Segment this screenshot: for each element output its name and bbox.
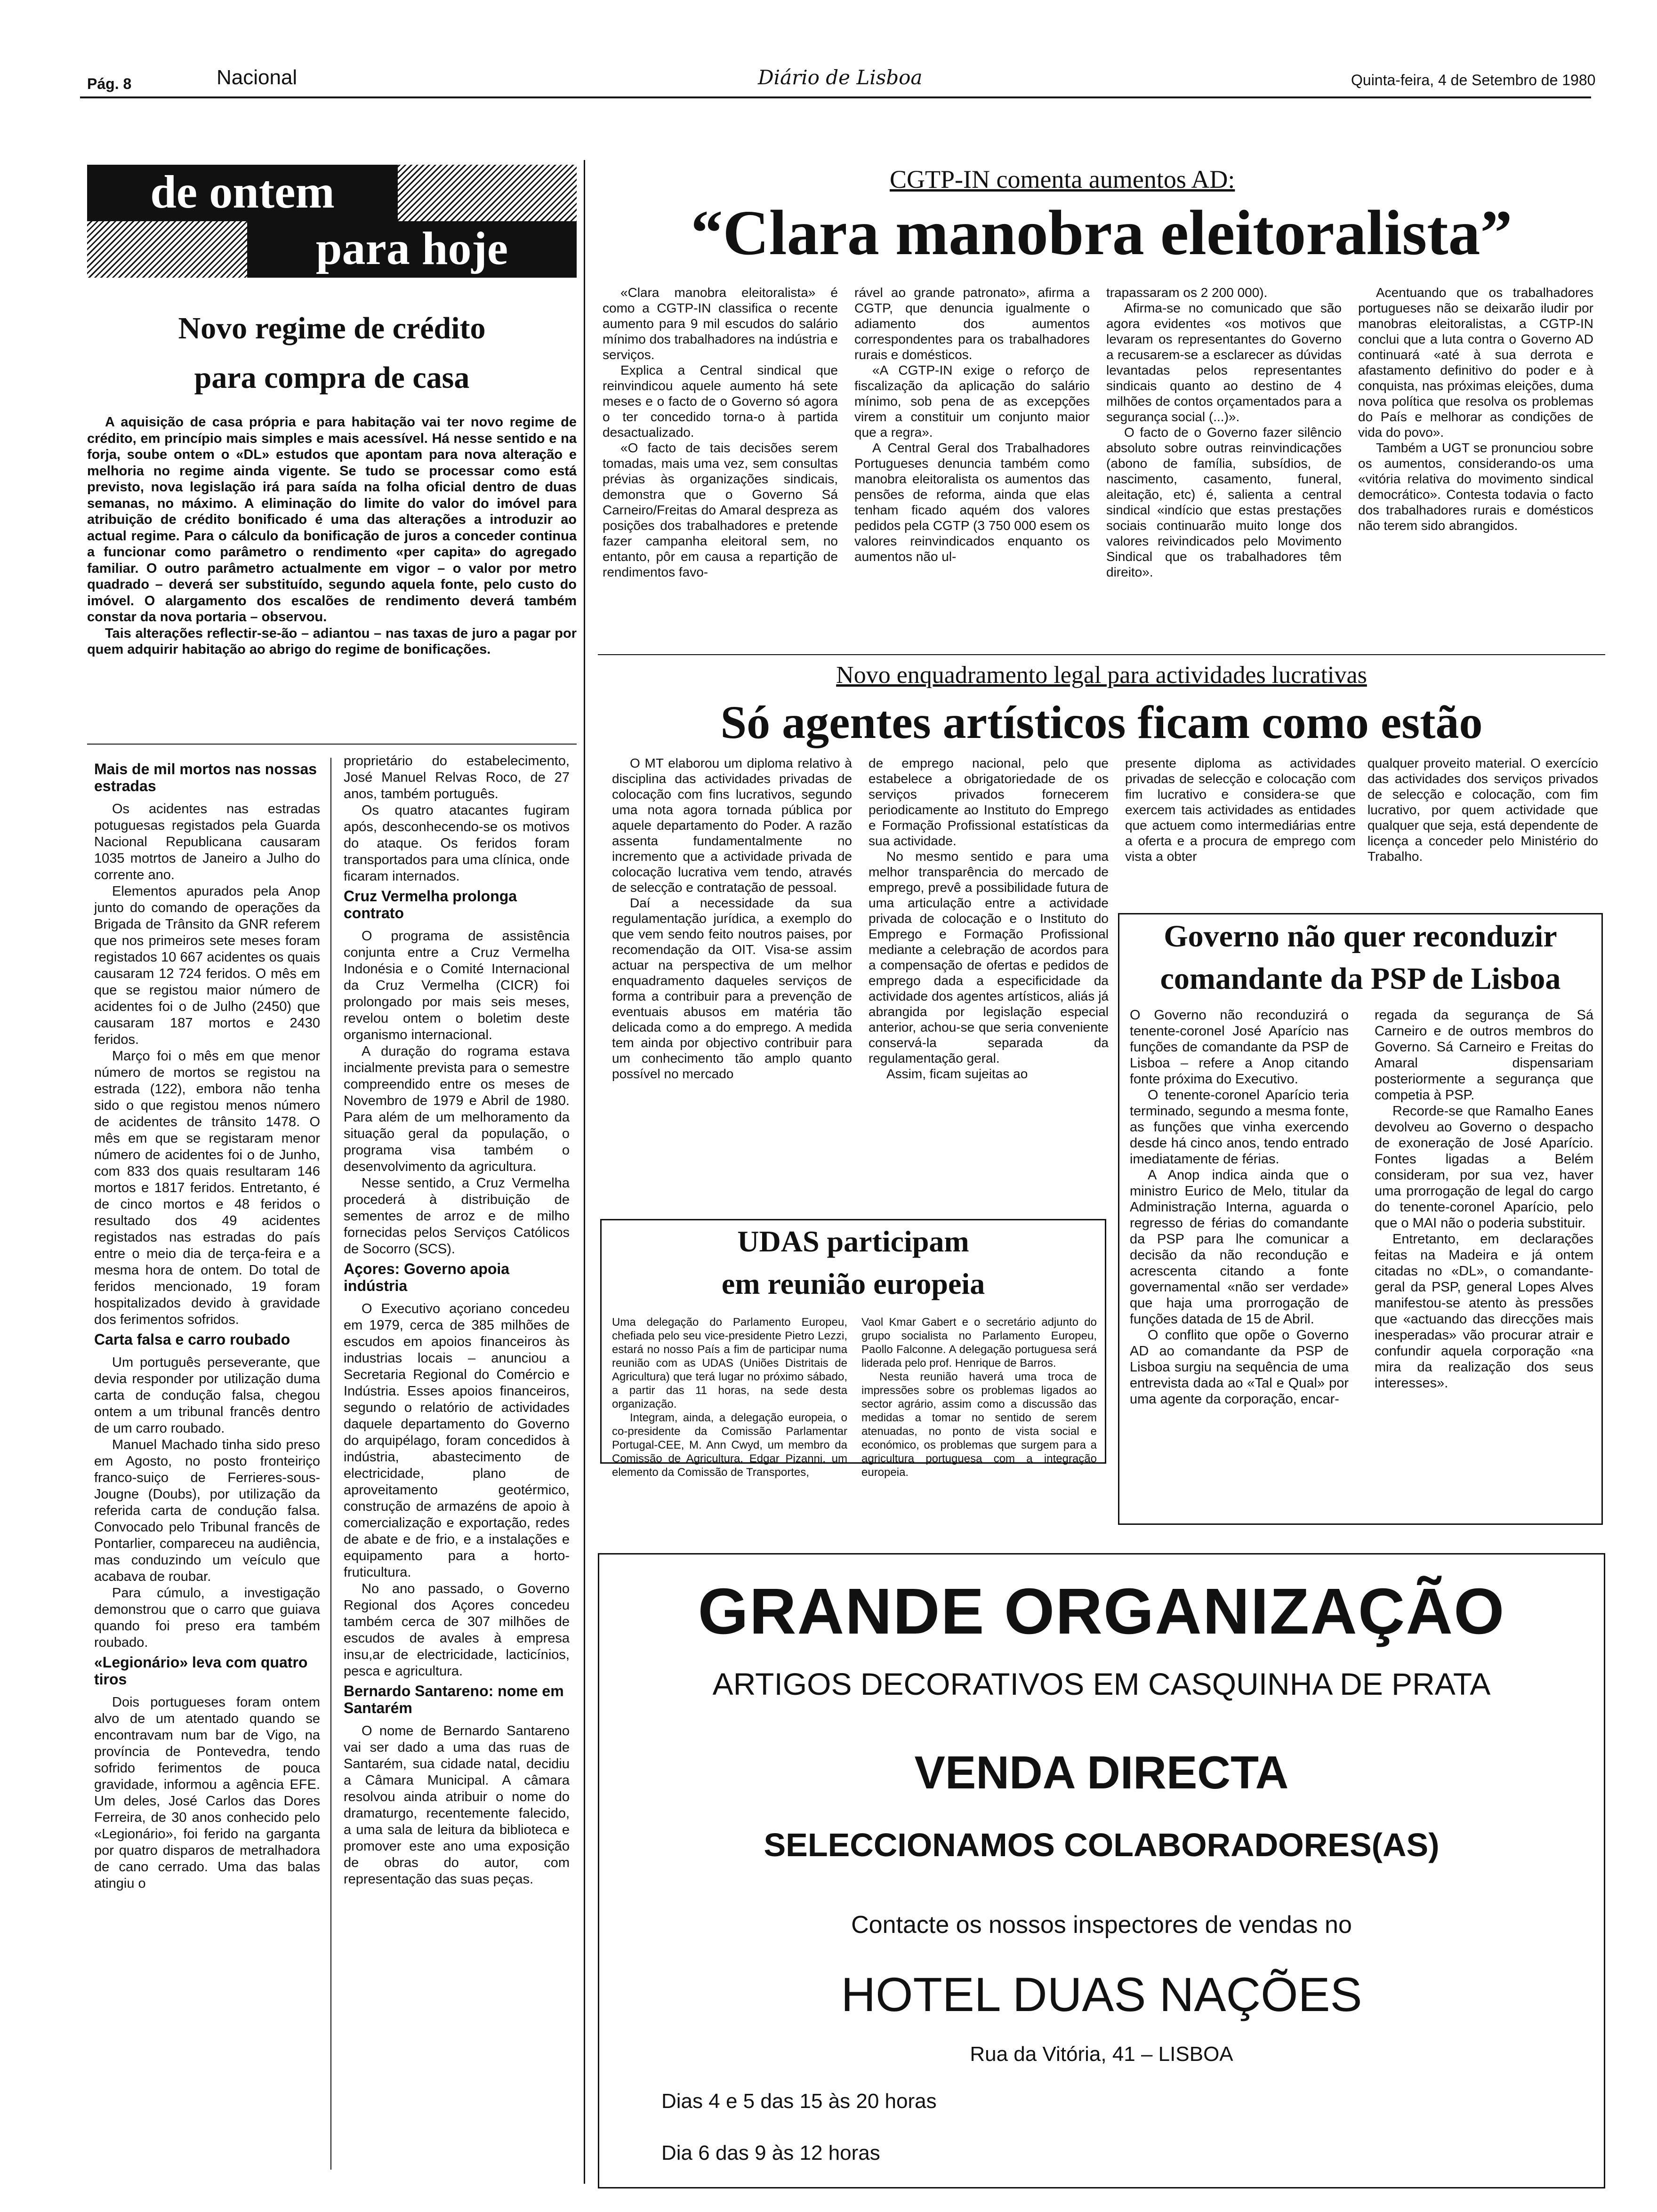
ad-schedule-2: Dia 6 das 9 às 12 horas xyxy=(661,2141,880,2164)
ad-headline: GRANDE ORGANIZAÇÃO xyxy=(698,1575,1505,1648)
brief-heading-red-cross: Cruz Vermelha prolonga contrato xyxy=(344,888,517,922)
brief-heading-fake-licence: Carta falsa e carro roubado xyxy=(94,1331,290,1348)
brief-paragraph: proprietário do estabelecimento, José Manuel Relvas Roco, de 27 anos, também português. xyxy=(344,753,570,801)
udas-title-2: em reunião europeia xyxy=(721,1267,985,1300)
article-paragraph: Daí a necessidade da sua regulamentação jurídica, a exemplo do que vem sendo feito noutros paises, por recomendação da OIT. Visa-se assim actuar na perspectiva de um melhor enquadramento daqueles serviços de forma a contribuir para a prevenção de eventuais abusos em matéria tão delicada como a do emprego. A medida tem ainda por objectivo contribuir para um conhecimento tão amplo quanto possível no mercado xyxy=(612,896,852,1081)
lead-article xyxy=(87,414,577,658)
article-paragraph: Afirma-se no comunicado que são agora evidentes «os motivos que levaram os representantes do Governo a recusarem-se a esclarecer as dúvidas levantadas pelos representantes sindicais quanto ao destino de 4 milhões de contos orçamentados para a segurança social (...)». xyxy=(1106,301,1342,424)
article-paragraph: No mesmo sentido e para uma melhor transparência do mercado de emprego, prevê a possibilidade futura de uma articulação entre a actividade privada de colocação e o Instituto do Emprego e Formação Profissional mediante a celebração de acordos para a compensação de ofertas e pedidos de emprego dada a especificidade da actividade dos agentes artísticos, aliás já abrangida por legislação especial anterior, achou-se que seria conveniente conservá-la separada da regulamentação geral. xyxy=(869,849,1109,1066)
artists-column-2 xyxy=(869,755,1109,1082)
brief-paragraph: Março foi o mês em que menor número de mortos se registou na estrada (122), embora não tenha sido o que registou menos número de acidentes de trânsito 1478. O mês em que se registaram menor número de acidentes foi o de Junho, com 833 dos quais resultaram 146 mortos e 1817 feridos. Entretanto, é de cinco mortos e 48 feridos o resultado dos 49 acidentes registados nas estradas do país entre o meio dia de terça-feira e a mesma hora de ontem. Do total de feridos mencionado, 19 foram hospitalizados devido à gravidade dos ferimentos sofridos. xyxy=(94,1049,320,1327)
article-paragraph: Explica a Central sindical que reinvindicou aquele aumento há sete meses e o facto de o Governo só agora o ter concedido torna-o à partida desactualizado. xyxy=(603,363,838,440)
article-paragraph: qualquer proveito material. O exercício das actividades dos serviços privados de selecção e colocação, com fim lucrativo, por quem actividade que qualquer que seja, está dependente de licença a conceder pelo Ministério do Trabalho. xyxy=(1367,756,1598,864)
artists-kicker: Novo enquadramento legal para actividades lucrativas xyxy=(836,662,1367,689)
psp-title-1: Governo não quer reconduzir xyxy=(1164,919,1557,954)
brief-paragraph: A duração do rograma estava incialmente prevista para o semestre compreendido entre os meses de Novembro de 1979 e Abril de 1980. Para além de um melhoramento da situação geral da população, o programa visa também o desenvolvimento da agricultura. xyxy=(344,1044,570,1174)
article-paragraph: O facto de o Governo fazer silêncio absoluto sobre outras reinvindicações (abono de família, subsídios, de nascimento, casamento, funeral, aleitação, etc) é, salienta a central sindical «indício que estas prestações sociais continuarão muito longe dos valores reivindicados pelo Movimento Sindical que os trabalhadores têm direito». xyxy=(1106,425,1342,579)
briefs-column-2 xyxy=(344,753,570,1888)
brief-paragraph: O programa de assistência conjunta entre a Cruz Vermelha Indonésia e o Comité Internacional da Cruz Vermelha (CICR) foi prolongado por mais seis meses, revelou ontem o boletim deste organismo internacional. xyxy=(344,929,570,1042)
udas-title-1: UDAS participam xyxy=(737,1225,969,1258)
cgtp-kicker: CGTP-IN comenta aumentos AD: xyxy=(890,165,1235,193)
cgtp-bottom-rule xyxy=(598,654,1605,655)
brief-paragraph: Os quatro atacantes fugiram após, desconhecendo-se os motivos do ataque. Os feridos foram transportados para uma clínica, onde ficaram internados. xyxy=(344,803,570,884)
column-divider xyxy=(330,758,331,2170)
article-paragraph: Nesta reunião haverá uma troca de impressões sobre os problemas ligados ao sector agrário, assim como a discussão das medidas a tomar no sentido de serem atenuadas, no ponto de vista social e económico, os problemas que surgem para a agricultura portuguesa com a integração europeia. xyxy=(861,1370,1097,1479)
article-paragraph: «Clara manobra eleitoralista» é como a CGTP-IN classifica o recente aumento para 9 mil escudos do salário mínimo dos trabalhadores na indústria e serviços. xyxy=(603,285,838,362)
cgtp-column-2 xyxy=(854,285,1090,564)
article-paragraph: Uma delegação do Parlamento Europeu, chefiada pelo seu vice-presidente Pietro Lezzi, estará no nosso País a fim de participar numa reunião com as UDAS (Uniões Distritais de Agricultura) que terá lugar no próximo sábado, a partir das 11 horas, na sede desta organização. xyxy=(612,1316,847,1411)
masthead: Diário de Lisboa xyxy=(758,66,923,89)
article-paragraph: O conflito que opõe o Governo AD ao comandante da PSP de Lisboa surgiu na sequência de uma entrevista dada ao «Tal e Qual» por uma agente da corporação, encar- xyxy=(1130,1328,1349,1407)
article-paragraph: O tenente-coronel Aparício teria terminado, segundo a mesma fonte, as funções que vinha exercendo desde há cinco anos, tendo entrado imediatamente de férias. xyxy=(1130,1088,1349,1167)
artists-column-1 xyxy=(612,755,852,1082)
ad-hiring: SELECCIONAMOS COLABORADORES(AS) xyxy=(764,1827,1440,1863)
brief-heading-legionario: «Legionário» leva com quatro tiros xyxy=(94,1654,308,1688)
brief-paragraph: Um português perseverante, que devia responder por utilização duma carta de condução falsa, chegou ontem a um tribunal francês dentro de um carro roubado. xyxy=(94,1355,320,1436)
lead-text: A aquisição de casa própria e para habitação vai ter novo regime de crédito, em princípio mais simples e mais acessível. Há nesse sentido e na forja, soube ontem o «DL» estudos que apontam para nova alteração e melhoria no regime ainda vigente. Se tudo se processar como está previsto, nova legislação irá para saída na folha oficial dentro de duas semanas, no máximo. A eliminação do limite do valor do imóvel para atribuição de crédito bonificado é uma das alterações a introduzir ao actual regime. Para o cálculo da bonificação de juros a conceder continua a funcionar como parâmetro o rendimento «per capita» do agregado familiar. O outro parâmetro actualmente em vigor – o valor por metro quadrado – deverá ser substituído, segundo aquela fonte, pelo custo do imóvel. O alargamento dos escalões de rendimento deverá também constar da nova portaria – observou. xyxy=(87,415,577,625)
article-paragraph: A Central Geral dos Trabalhadores Portugueses denuncia também como manobra eleitoralista os aumentos das pensões de reforma, ainda que elas tenham ficado aquém dos valores pedidos pela CGTP (3 750 000 esem os valores reinvindicados enquanto os aumentos não ul- xyxy=(854,441,1090,564)
ad-schedule-1: Dias 4 e 5 das 15 às 20 horas xyxy=(661,2090,937,2113)
brief-heading-azores: Açores: Governo apoia indústria xyxy=(344,1260,510,1294)
brief-paragraph: Manuel Machado tinha sido preso em Agosto, no posto fronteiriço franco-suiço de Ferrieres-sous-Jougne (Doubs), por utilização da referida carta de condução falsa. Convocado pelo Tribunal francês de Pontarlier, compareceu na audiência, mas conduzindo um veículo que acabava de roubar. xyxy=(94,1437,320,1584)
cgtp-column-3 xyxy=(1106,285,1342,580)
ad-contact: Contacte os nossos inspectores de vendas no xyxy=(851,1911,1352,1939)
article-paragraph: Entretanto, em declarações feitas na Madeira e já ontem citadas no «DL», o comandante-geral da PSP, general Lopes Alves manifestou-se atento às pressões que «actuando das direcções mais inesperadas» vão procurar atrair e confundir aquela corporação «na mira da realização dos seus interesses». xyxy=(1375,1232,1593,1391)
article-paragraph: de emprego nacional, pelo que estabelece a obrigatoriedade de os serviços privados fornecerem periodicamente ao Instituto do Emprego e Formação Profissional estatísticas da sua actividade. xyxy=(869,756,1109,848)
sidebar-right-rule xyxy=(584,160,585,2184)
article-paragraph: Também a UGT se pronunciou sobre os aumentos, considerando-os uma «vitória relativa do movimento sindical democrático». Contesta todavia o facto dos trabalhadores rurais e domésticos não terem sido abrangidos. xyxy=(1358,441,1593,533)
ad-address: Rua da Vitória, 41 – LISBOA xyxy=(970,2043,1233,2066)
brief-heading-roads: Mais de mil mortos nas nossas estradas xyxy=(94,761,317,794)
article-paragraph: Assim, ficam sujeitas ao xyxy=(886,1066,1028,1081)
banner-line-2: para hoje xyxy=(247,221,577,278)
ad-direct-sale: VENDA DIRECTA xyxy=(914,1747,1289,1798)
sidebar-divider xyxy=(87,744,577,745)
article-paragraph: Acentuando que os trabalhadores portugueses não se deixarão iludir por manobras eleitoralistas, a CGTP-IN conclui que a luta contra o Governo AD continuará «até à sua derrota e afastamento definitivo do poder e à conquista, nas próximas eleições, duma nova política que resolva os problemas do País e melhorar as condições de vida do povo». xyxy=(1358,285,1593,440)
banner-line-1: de ontem xyxy=(87,165,398,221)
psp-column-1 xyxy=(1130,1007,1349,1407)
briefs-column-1 xyxy=(94,758,320,1892)
brief-heading-santareno: Bernardo Santareno: nome em Santarém xyxy=(344,1683,564,1716)
lead-title-2: para compra de casa xyxy=(194,361,470,395)
brief-paragraph: O Executivo açoriano concedeu em 1979, cerca de 385 milhões de escudos em apoios financeiros às industrias locais – anunciou a Secretaria Regional do Comércio e Indústria. Esses apoios financeiros, segundo o relatório de actividades daquele departamento do Governo do arquipélago, foram concedidos à indústria, abastecimento de electricidade, plano de aproveitamento geotérmico, construção de armazéns de apoio à comercialização e exportação, redes de abate e de frio, e a instalações e equipamento para a horto-fruticultura. xyxy=(344,1301,570,1580)
article-paragraph: O MT elaborou um diploma relativo à disciplina das actividades privadas de colocação com fins lucrativos, segundo uma nota agora tornada pública por aquele departamento do Poder. A razão assenta fundamentalmente no incremento que a actividade privada de colocação lucrativa vem tendo, através de selecção e contratação de pessoal. xyxy=(612,756,852,895)
brief-paragraph: Para cúmulo, a investigação demonstrou que o carro que guiava quando foi preso era também roubado. xyxy=(94,1586,320,1650)
artists-column-4 xyxy=(1367,755,1598,864)
article-paragraph: regada da segurança de Sá Carneiro e de outros membros do Governo. Sá Carneiro e Freitas do Amaral dispensariam posteriormente a segurança que competia à PSP. xyxy=(1375,1008,1593,1103)
udas-column-2 xyxy=(861,1315,1097,1479)
section-name: Nacional xyxy=(217,66,298,89)
article-paragraph: Vaol Kmar Gabert e o secretário adjunto do grupo socialista no Parlamento Europeu, Paollo Falconne. A delegação portuguesa será liderada pelo prof. Henrique de Barros. xyxy=(861,1316,1097,1370)
article-paragraph: Integram, ainda, a delegação europeia, o co-presidente da Comissão Parlamentar Portugal-CEE, M. Ann Cwyd, um membro da Comissão de Agricultura, Edgar Pizanni, um elemento da Comissão de Transportes, xyxy=(612,1411,847,1479)
article-paragraph: «A CGTP-IN exige o reforço de fiscalização da aplicação do salário mínimo, sob pena de as excepções virem a constituir um conjunto maior que a regra». xyxy=(854,363,1090,440)
article-paragraph: presente diploma as actividades privadas de selecção e colocação com fim lucrativo e considera-se que exercem tais actividades as entidades que actuem como intermediárias entre a oferta e a procura de emprego com vista a obter xyxy=(1125,756,1356,864)
article-paragraph: rável ao grande patronato», afirma a CGTP, que denuncia igualmente o adiamento dos aumentos correspondentes para os trabalhadores rurais e domésticos. xyxy=(854,285,1090,362)
brief-paragraph: O nome de Bernardo Santareno vai ser dado a uma das ruas de Santarém, sua cidade natal, decidiu a Câmara Municipal. A câmara resolvou ainda atribuir o nome do dramaturgo, recentemente falecido, a uma sala de leitura da biblioteca e promover este ano uma exposição de obras do autor, com representação das suas peças. xyxy=(344,1723,570,1887)
lead-title-1: Novo regime de crédito xyxy=(178,311,486,345)
brief-paragraph: Nesse sentido, a Cruz Vermelha procederá à distribuição de sementes de arroz e de milho fornecidas pelos Serviços Católicos de Socorro (SCS). xyxy=(344,1176,570,1257)
brief-paragraph: No ano passado, o Governo Regional dos Açores concedeu também cerca de 307 milhões de escudos de avales à empresa insu,ar de electricidade, lacticínios, pesca e agricultura. xyxy=(344,1581,570,1679)
artists-column-3 xyxy=(1125,755,1356,864)
lead-text-2: Tais alterações reflectir-se-ão – adiantou – nas taxas de juro a pagar por quem adquirir habitação ao abrigo do regime de bonificações. xyxy=(87,625,577,657)
header-rule xyxy=(80,96,1591,98)
brief-paragraph: Os acidentes nas estradas potuguesas registados pela Guarda Nacional Republicana causaram 1035 motrtos de Janeiro a Julho do corrente ano. xyxy=(94,801,320,882)
cgtp-title: “Clara manobra eleitoralista” xyxy=(691,198,1512,268)
article-paragraph: trapassaram os 2 200 000). xyxy=(1106,285,1268,300)
udas-column-1 xyxy=(612,1315,847,1479)
brief-paragraph: Elementos apurados pela Anop junto do comando de operações da Brigada de Trânsito da GNR referem que nos primeiros sete meses foram registados 10 667 acidentes os quais causaram 12 724 feridos. O mês em que se registou maior número de acidentes foi o de Julho (2450) que causaram 187 mortos e 2430 feridos. xyxy=(94,884,320,1047)
artists-title: Só agentes artísticos ficam como estão xyxy=(720,696,1483,748)
ad-hotel: HOTEL DUAS NAÇÕES xyxy=(841,1968,1362,2021)
ad-products: ARTIGOS DECORATIVOS EM CASQUINHA DE PRATA xyxy=(712,1667,1491,1701)
cgtp-column-4 xyxy=(1358,285,1593,533)
psp-title-2: comandante da PSP de Lisboa xyxy=(1160,962,1561,996)
issue-date: Quinta-feira, 4 de Setembro de 1980 xyxy=(1351,72,1596,88)
article-paragraph: «O facto de tais decisões serem tomadas, mais uma vez, sem consultas prévias às organizações sindicais, demonstra que o Governo Sá Carneiro/Freitas do Amaral despreza as posições dos trabalhadores e pretende fazer campanha eleitoral sem, no entanto, pôr em causa a repartição de rendimentos favo- xyxy=(603,441,838,579)
psp-column-2 xyxy=(1375,1007,1593,1391)
brief-paragraph: Dois portugueses foram ontem alvo de um atentado quando se encontravam num bar de Vigo, na província de Pontevedra, tendo sofrido ferimentos de pouca gravidade, informou a agência EFE. Um deles, José Carlos das Dores Ferreira, de 30 anos conhecido pelo «Legionário», foi ferido na garganta por quatro disparos de metralhadora de cano cerrado. Uma das balas atingiu o xyxy=(94,1695,320,1891)
page-number: Pág. 8 xyxy=(87,75,132,92)
article-paragraph: Recorde-se que Ramalho Eanes devolveu ao Governo o despacho de exoneração de José Aparício. Fontes ligadas a Belém consideram, por sua vez, haver uma prorrogação de legal do cargo do tenente-coronel Aparício, pelo que o MAI não o poderia substituir. xyxy=(1375,1104,1593,1231)
article-paragraph: O Governo não reconduzirá o tenente-coronel José Aparício nas funções de comandante da PSP de Lisboa – refere a Anop citando fonte próxima do Executivo. xyxy=(1130,1008,1349,1087)
cgtp-column-1 xyxy=(603,285,838,580)
article-paragraph: A Anop indica ainda que o ministro Eurico de Melo, titular da Administração Interna, aguarda o regresso de férias do comandante da PSP para lhe comunicar a decisão da não recondução e acrescenta citando a fonte governamental «não ser verdade» que haja uma prorrogação de funções datada de 15 de Abril. xyxy=(1130,1168,1349,1327)
